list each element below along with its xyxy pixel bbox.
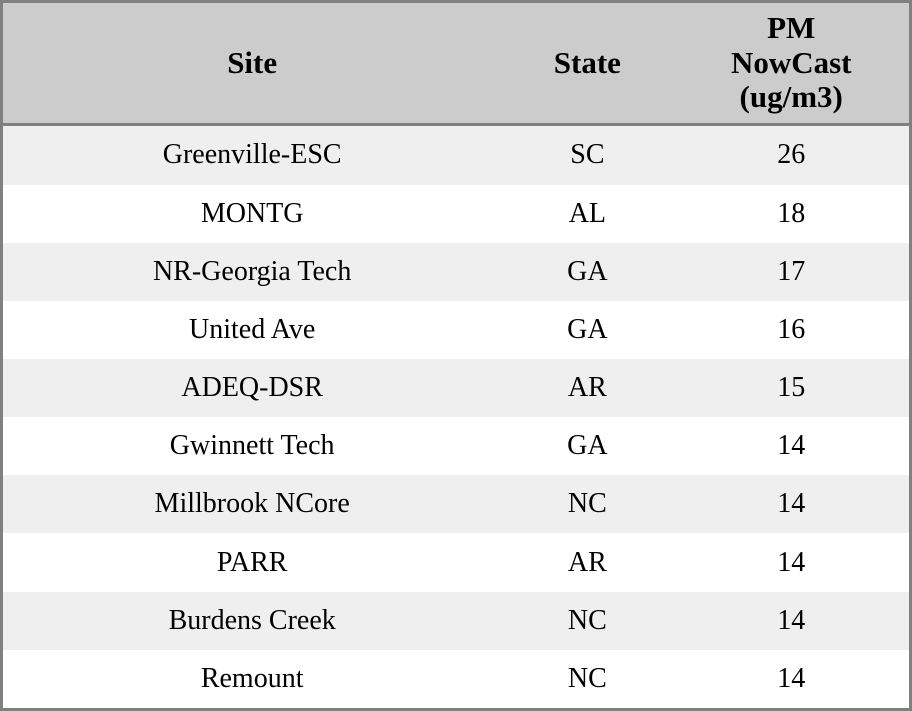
- column-header-site: Site: [3, 3, 501, 125]
- cell-site: NR-Georgia Tech: [3, 243, 501, 301]
- table-row: [3, 592, 909, 650]
- cell-value: 18: [673, 185, 909, 243]
- cell-state: GA: [501, 301, 673, 359]
- column-header-pm-nowcast: [673, 3, 909, 125]
- cell-site: Gwinnett Tech: [3, 417, 501, 475]
- cell-site: Burdens Creek: [3, 592, 501, 650]
- table-row: [3, 125, 909, 185]
- cell-value: 15: [673, 359, 909, 417]
- cell-site: Millbrook NCore: [3, 475, 501, 533]
- cell-state: GA: [501, 417, 673, 475]
- cell-value: 14: [673, 533, 909, 591]
- column-header-state: State: [501, 3, 673, 125]
- column-header-pm-nowcast-line2: NowCast: [730, 44, 852, 80]
- cell-value: 26: [673, 125, 909, 185]
- air-quality-table: [3, 3, 909, 708]
- cell-state: AR: [501, 533, 673, 591]
- cell-value: 14: [673, 592, 909, 650]
- table-header-row: [3, 3, 909, 125]
- cell-site: MONTG: [3, 185, 501, 243]
- table-row: [3, 301, 909, 359]
- table-header: [3, 3, 909, 125]
- cell-state: AR: [501, 359, 673, 417]
- cell-site: Remount: [3, 650, 501, 708]
- table-row: [3, 417, 909, 475]
- table-row: [3, 475, 909, 533]
- table-body: [3, 125, 909, 708]
- table-row: [3, 359, 909, 417]
- cell-state: AL: [501, 185, 673, 243]
- cell-site: PARR: [3, 533, 501, 591]
- table-row: [3, 185, 909, 243]
- cell-site: United Ave: [3, 301, 501, 359]
- cell-value: 14: [673, 650, 909, 708]
- cell-value: 16: [673, 301, 909, 359]
- cell-state: GA: [501, 243, 673, 301]
- column-header-pm-nowcast-line1: PM: [767, 10, 816, 45]
- cell-state: SC: [501, 125, 673, 185]
- cell-site: Greenville-ESC: [3, 125, 501, 185]
- cell-state: NC: [501, 475, 673, 533]
- cell-state: NC: [501, 592, 673, 650]
- table-row: [3, 243, 909, 301]
- cell-site: ADEQ-DSR: [3, 359, 501, 417]
- table-row: [3, 533, 909, 591]
- table-row: [3, 650, 909, 708]
- cell-value: 17: [673, 243, 909, 301]
- cell-value: 14: [673, 417, 909, 475]
- cell-state: NC: [501, 650, 673, 708]
- cell-value: 14: [673, 475, 909, 533]
- column-header-pm-nowcast-line3: (ug/m3): [739, 79, 843, 115]
